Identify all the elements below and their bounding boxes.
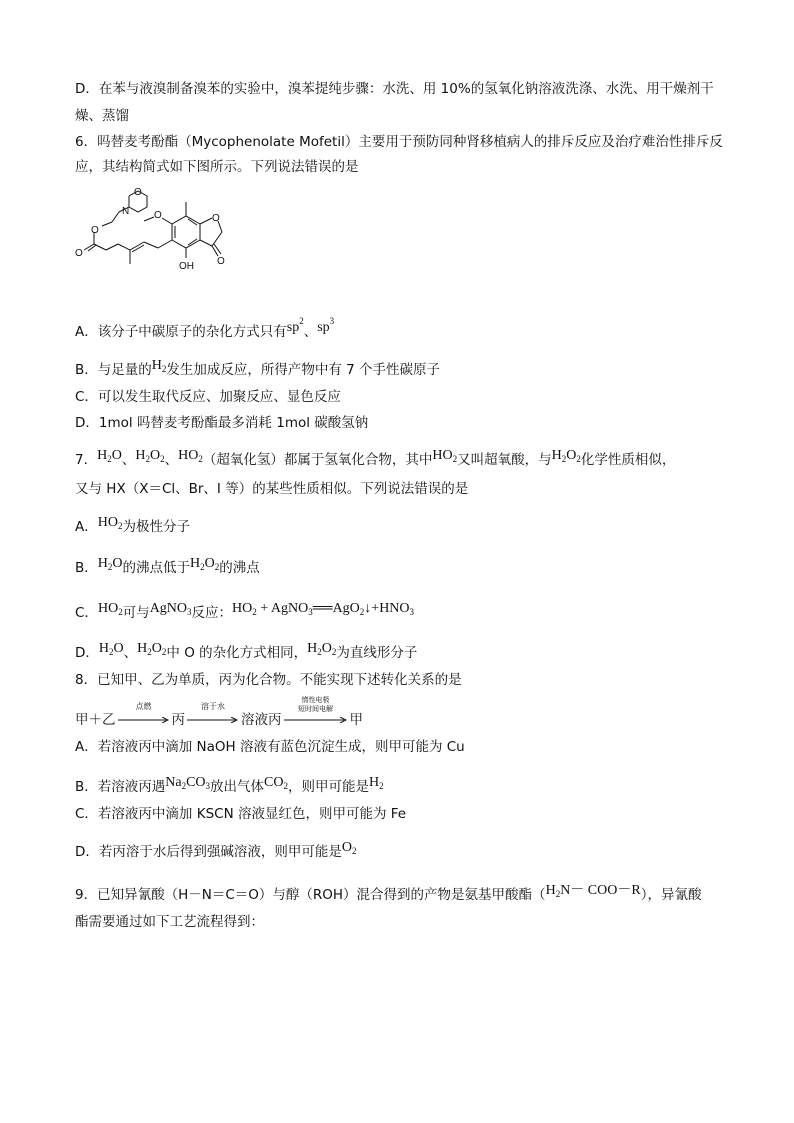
carbamate-formula: $H_2N- COO-R$: [545, 883, 641, 899]
prev-option-d-line1: D．在苯与液溴制备溴苯的实验中，溴苯提纯步骤：水洗、用 10%的氢氧化钠溶液洗涤、水洗、用干燥剂干: [75, 81, 714, 97]
q6-option-a: A．该分子中碳原子的杂化方式只有$sp^2$、$sp^3$: [75, 316, 335, 340]
q8-stem: 8．已知甲、乙为单质，丙为化合物。不能实现下述转化关系的是: [75, 672, 462, 688]
q7-option-a: A．$HO_2$为极性分子: [75, 515, 190, 535]
q6-option-c: C．可以发生取代反应、加聚反应、显色反应: [75, 389, 341, 405]
q7-stem-line1: 7．$H_2O$、$H_2O_2$、$HO_2$（超氧化氢）都属于氢氧化合物，其中$HO_2$又叫超氧酸，与$H_2O_2$化学性质相似，: [75, 448, 676, 468]
arrow-electrolysis: 惰性电极 短时间电解: [284, 713, 348, 727]
carbonyl-o-label: O: [75, 248, 83, 259]
agno3-equation: $HO_2$ + $AgNO_3══AgO_2↓+HNO_3$: [232, 601, 415, 617]
q8-option-a: A．若溶液丙中滴加 NaOH 溶液有蓝色沉淀生成，则甲可能为 Cu: [75, 739, 465, 755]
q8-conversion-scheme: 甲＋乙 点燃 丙 溶于水 溶液丙 惰性电极 短时间电解 甲: [75, 696, 363, 728]
morpholine-n-label: N: [122, 206, 130, 217]
ho2-formula: $HO_2$: [178, 448, 203, 464]
q8-option-c: C．若溶液丙中滴加 KSCN 溶液显红色，则甲可能为 Fe: [75, 806, 407, 822]
hydroxyl-label: OH: [179, 261, 194, 272]
q6-stem-line1: 6．吗替麦考酚酯（Mycophenolate Mofetil）主要用于预防同种肾移植病人的排斥反应及治疗难治性排斥反: [75, 134, 723, 150]
q6-stem-line2: 应，其结构简式如下图所示。下列说法错误的是: [75, 159, 359, 175]
q8-option-d: D．若丙溶于水后得到强碱溶液，则甲可能是$O_2$: [75, 840, 357, 860]
mycophenolate-structure-diagram: [72, 188, 252, 296]
q9-stem-line2: 酯需要通过如下工艺流程得到：: [75, 914, 264, 930]
sp3-formula: $sp^3$: [317, 316, 335, 335]
prev-option-d-line2: 燥、蒸馏: [75, 108, 129, 124]
morpholine-o-label: O: [134, 188, 142, 198]
q6-option-d: D．1mol 吗替麦考酚酯最多消耗 1mol 碳酸氢钠: [75, 415, 369, 431]
q7-option-c: C．$HO_2$可与AgNO$_3$反应：$HO_2$ + $AgNO_3══AgO_2↓+HNO_3$: [75, 601, 415, 621]
q8-option-b: B．若溶液丙遇$Na_2CO_3$放出气体$CO_2$，则甲可能是$H_2$: [75, 775, 384, 795]
lactone-carbonyl-o-label: O: [217, 256, 225, 267]
q7-option-d: D．$H_2O$、$H_2O_2$中 O 的杂化方式相同，$H_2O_2$为直线形分子: [75, 641, 418, 661]
q7-option-b: B．$H_2O$的沸点低于$H_2O_2$的沸点: [75, 556, 260, 576]
q6-option-b: B．与足量的$H_2$发生加成反应，所得产物中有 7 个手性碳原子: [75, 358, 441, 378]
h2o2-formula: $H_2O_2$: [135, 448, 165, 464]
ester-o-label: O: [91, 225, 99, 236]
h2o-formula: $H_2O$: [97, 448, 122, 464]
q7-stem-line2: 又与 HX（X＝Cl、Br、I 等）的某些性质相似。下列说法错误的是: [75, 481, 469, 497]
sp2-formula: $sp^2$: [286, 316, 304, 335]
lactone-ring-o-label: O: [212, 213, 220, 224]
methoxy-o-label: O: [154, 210, 162, 221]
arrow-dissolve: 溶于水: [187, 713, 239, 727]
q9-stem-line1: 9．已知异氰酸（H－N＝C＝O）与醇（ROH）混合得到的产物是氨基甲酸酯$(H_2N- COO-R)$，异氰酸: [75, 883, 702, 903]
h2-formula: $H_2$: [151, 358, 167, 374]
arrow-ignite: 点燃: [118, 713, 170, 727]
